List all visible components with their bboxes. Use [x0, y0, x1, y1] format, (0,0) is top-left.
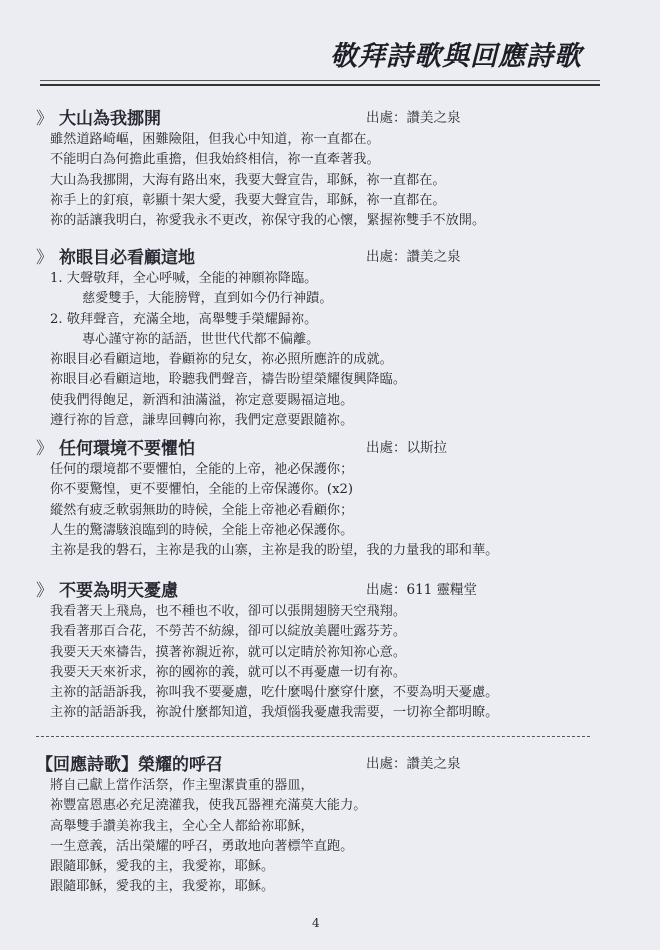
song-section-1: [36, 104, 596, 231]
lyric-line: 我要天天來禱告，摸著祢親近祢，就可以定睛於祢知祢心意。: [50, 644, 407, 660]
lyric-line: 人生的驚濤駭浪臨到的時候，全能上帝祂必保護你。: [50, 522, 354, 538]
chevron-icon: 》: [36, 581, 53, 601]
song-source: 出處：讚美之泉: [366, 249, 461, 265]
lyric-line: 祢眼目必看顧這地，眷顧祢的兒女，祢必照所應許的成就。: [50, 352, 393, 368]
song-source: 出處：以斯拉: [366, 440, 447, 456]
song-title: 不要為明天憂慮: [59, 581, 178, 601]
lyric-line: 祢手上的釘痕，彰顯十架大愛，我要大聲宣告，耶穌，祢一直都在。: [50, 192, 446, 208]
song-section-3: [36, 434, 596, 561]
lyric-line: 任何的環境都不要懼怕，全能的上帝，祂必保護你；: [50, 462, 354, 477]
chevron-icon: 》: [36, 248, 53, 268]
response-song-section: [36, 750, 596, 898]
lyric-line: 2. 敬拜聲音，充滿全地，高舉雙手榮耀歸祢。: [50, 311, 318, 327]
lyric-line: 大山為我挪開，大海有路出來，我要大聲宣告，耶穌，祢一直都在。: [50, 172, 446, 188]
lyric-line: 祢豐富恩惠必充足澆灌我，使我瓦器裡充滿莫大能力。: [50, 798, 367, 814]
lyric-line: 遵行祢的旨意，謙卑回轉向祢，我們定意要跟隨祢。: [50, 413, 354, 429]
chevron-icon: 》: [36, 109, 53, 129]
lyric-line: 不能明白為何擔此重擔，但我始終相信，祢一直牽著我。: [50, 152, 380, 168]
page-title: 敬拜詩歌與回應詩歌: [330, 41, 582, 72]
lyric-line: 我要天天來祈求，祢的國祢的義，就可以不再憂慮一切有祢。: [50, 664, 407, 680]
lyric-line: 主祢是我的磐石，主祢是我的山寨，主祢是我的盼望，我的力量我的耶和華。: [50, 543, 499, 559]
lyric-line: 我看著那百合花，不勞苦不紡線，卻可以綻放美麗吐露芬芳。: [50, 624, 407, 640]
lyric-line: 一生意義，活出榮耀的呼召，勇敢地向著標竿直跑。: [50, 838, 354, 854]
header-rule-thin: [40, 80, 600, 81]
chevron-icon: 》: [36, 439, 53, 459]
lyric-line: 慈愛雙手，大能膀臂，直到如今仍行神蹟。: [82, 291, 333, 307]
song-title: 任何環境不要懼怕: [59, 439, 195, 459]
lyric-line: 跟隨耶穌，愛我的主，我愛祢，耶穌。: [50, 879, 275, 895]
song-title: 祢眼目必看顧這地: [59, 248, 195, 268]
header-rule-thick: [40, 84, 600, 86]
song-title: 榮耀的呼召: [138, 755, 223, 775]
lyric-line: 將自己獻上當作活祭，作主聖潔貴重的器皿，: [50, 778, 314, 793]
lyric-line: 主祢的話語訴我，祢叫我不要憂慮，吃什麼喝什麼穿什麼，不要為明天憂慮。: [50, 685, 499, 701]
lyric-line: 專心謹守祢的話語，世世代代都不偏離。: [82, 331, 320, 347]
response-song-label: 【回應詩歌】: [36, 755, 138, 775]
lyric-line: 1. 大聲敬拜，全心呼喊，全能的神願祢降臨。: [50, 271, 318, 286]
section-divider: [36, 736, 590, 737]
lyric-line: 主祢的話語訴我，祢說什麼都知道，我煩惱我憂慮我需要，一切祢全都明瞭。: [50, 705, 499, 721]
song-source: 出處：讚美之泉: [366, 756, 461, 772]
lyric-line: 使我們得飽足，新酒和油滿溢，祢定意要賜福這地。: [50, 392, 354, 408]
lyric-line: 我看著天上飛鳥，也不種也不收，卻可以張開翅膀天空飛翔。: [50, 604, 407, 619]
page-number: 4: [312, 916, 320, 930]
lyric-line: 高舉雙手讚美祢我主，全心全人都給祢耶穌，: [50, 818, 314, 834]
lyric-line: 你不要驚惶，更不要懼怕，全能的上帝保護你。(x2): [50, 482, 354, 498]
lyric-line: 雖然道路崎嶇，困難險阻，但我心中知道，祢一直都在。: [50, 132, 380, 147]
lyric-line: 跟隨耶穌，愛我的主，我愛祢，耶穌。: [50, 859, 275, 875]
song-section-4: [36, 576, 596, 724]
lyric-line: 縱然有疲乏軟弱無助的時候，全能上帝祂必看顧你；: [50, 502, 354, 518]
song-section-2: [36, 243, 596, 431]
song-title: 大山為我挪開: [59, 109, 161, 129]
lyric-line: 祢的話讓我明白，祢愛我永不更改，祢保守我的心懷，緊握祢雙手不放開。: [50, 213, 486, 229]
song-source: 出處：讚美之泉: [366, 110, 461, 126]
lyric-line: 祢眼目必看顧這地，聆聽我們聲音，禱告盼望榮耀復興降臨。: [50, 372, 407, 388]
song-source: 出處：611 靈糧堂: [366, 582, 478, 598]
